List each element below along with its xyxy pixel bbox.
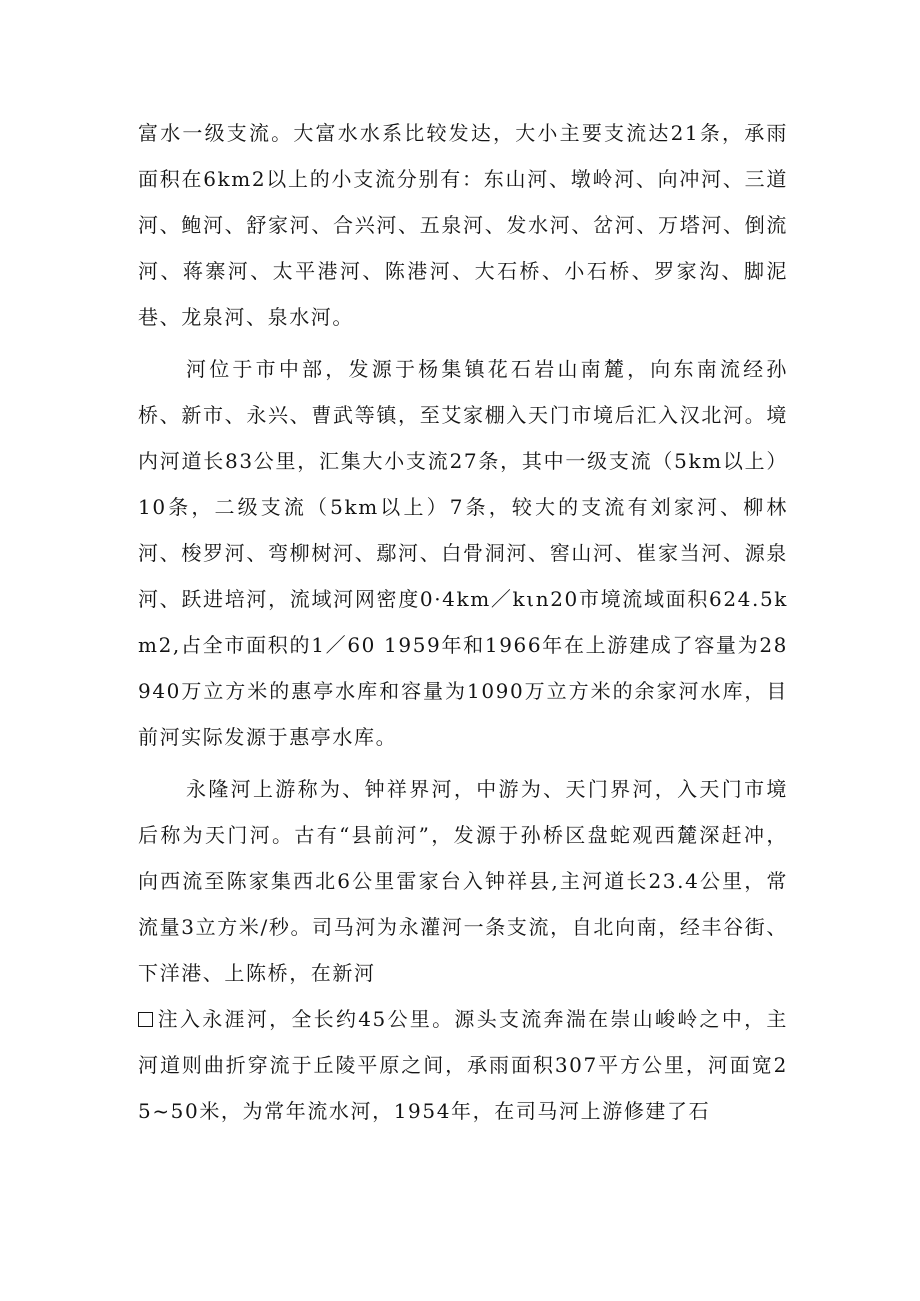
paragraph-sima-river-text: 注入永涯河，全长约45公里。源头支流奔湍在崇山峻岭之中，主河道则曲折穿流于丘陵平原之间，承雨面积307平方公里，河面宽25~50米，为常年流水河，1954年，在司马河上游修建了石 bbox=[138, 1007, 788, 1123]
paragraph-sima-river bbox=[138, 996, 788, 1134]
document-body bbox=[138, 110, 788, 1134]
paragraph-yonglong-river: 永隆河上游称为、钟祥界河，中游为、天门界河，入天门市境后称为天门河。古有“县前河”，发源于孙桥区盘蛇观西麓深赶冲，向西流至陈家集西北6公里雷家台入钟祥县,主河道长23.4公里，常流量3立方米/秒。司马河为永灌河一条支流，自北向南，经丰谷街、下洋港、上陈桥，在新河 bbox=[138, 777, 788, 985]
paragraph-river-course: 河位于市中部，发源于杨集镇花石岩山南麓，向东南流经孙桥、新市、永兴、曹武等镇，至艾家棚入天门市境后汇入汉北河。境内河道长83公里，汇集大小支流27条，其中一级支流（5km以上）10条，二级支流（5km以上）7条，较大的支流有刘家河、柳林河、梭罗河、弯柳树河、鄢河、白骨洞河、窖山河、崔家当河、源泉河、跃进培河，流域河网密度0·4km／kιn20市境流域面积624.5km2,占全市面积的1／60 1959年和1966年在上游建成了容量为28940万立方米的惠亭水库和容量为1090万立方米的余家河水库，目前河实际发源于惠亭水库。 bbox=[138, 357, 788, 749]
paragraph-tributaries: 富水一级支流。大富水水系比较发达，大小主要支流达21条，承雨面积在6km2以上的小支流分别有：东山河、墩岭河、向冲河、三道河、鲍河、舒家河、合兴河、五泉河、发水河、岔河、万塔河、倒流河、蒋寨河、太平港河、陈港河、大石桥、小石桥、罗家沟、脚泥巷、龙泉河、泉水河。 bbox=[138, 121, 788, 329]
square-box-icon bbox=[138, 1012, 153, 1027]
